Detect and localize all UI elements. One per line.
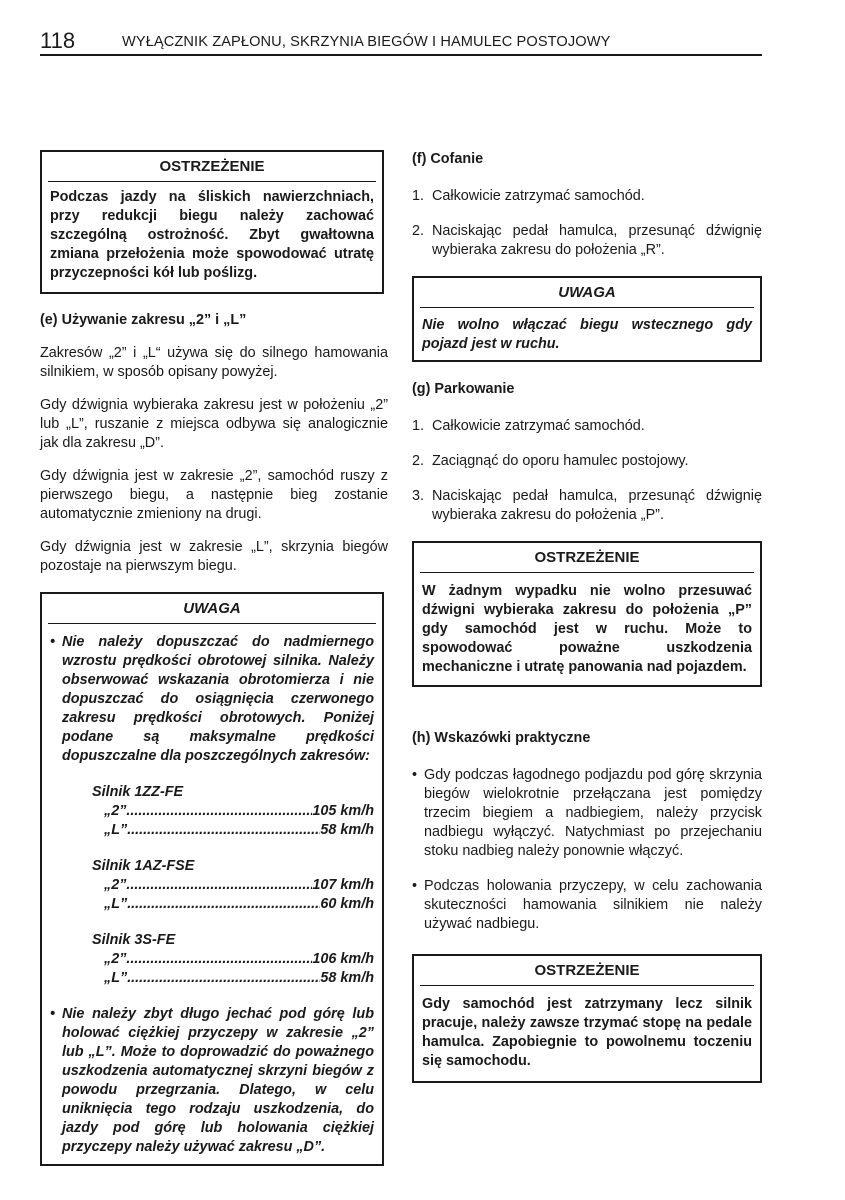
note-bullet: [50, 1005, 374, 1157]
tip-item: [412, 877, 762, 934]
paragraph: Gdy dźwignia wybieraka zakresu jest w położeniu „2” lub „L”, ruszanie z miejsca odbywa się analogicznie jak dla zakresu „D”.: [40, 397, 388, 451]
range-label: „L”: [104, 970, 128, 986]
engine-block: [92, 857, 374, 914]
warning-title: OSTRZEŻENIE: [420, 956, 754, 986]
step-item: [412, 417, 762, 436]
speed-value: 105 km/h: [312, 803, 374, 819]
paragraph: Zakresów „2” i „L“ używa się do silnego hamowania silnikiem, w sposób opisany powyżej.: [40, 345, 388, 380]
paragraph: Gdy dźwignia jest w zakresie „2”, samochód ruszy z pierwszego biegu, a następnie bieg zostanie automatycznie zmieniony na drugi.: [40, 468, 388, 522]
tip-text: Podczas holowania przyczepy, w celu zachowania skuteczności hamowania silnikiem nie należy używać nadbiegu.: [424, 878, 762, 932]
tip-item: [412, 766, 762, 861]
speed-value: 60 km/h: [320, 896, 374, 912]
note-bullet-text: Nie należy dopuszczać do nadmiernego wzrostu prędkości obrotowej silnika. Należy obserwować wskazania obrotomierza i nie dopuszczać do osiągnięcia czerwonego zakresu prędkości obrotowych. Poniżej podane są maksymalne prędkości dopuszczalne dla poszczególnych zakresów:: [62, 634, 374, 764]
running-title: WYŁĄCZNIK ZAPŁONU, SKRZYNIA BIEGÓW I HAMULEC POSTOJOWY: [122, 34, 611, 50]
step-text: Zaciągnąć do oporu hamulec postojowy.: [432, 453, 689, 469]
step-text: Naciskając pedał hamulca, przesunąć dźwignię wybieraka zakresu do położenia „P”.: [432, 488, 762, 523]
page-number: 118: [40, 28, 76, 53]
step-item: [412, 487, 762, 525]
speed-row: [104, 969, 374, 988]
warning-title: OSTRZEŻENIE: [420, 543, 754, 573]
step-text: Całkowicie zatrzymać samochód.: [432, 418, 645, 434]
step-item: [412, 187, 762, 206]
step-number: 1.: [412, 188, 425, 204]
note-text: Nie wolno włączać biegu wstecznego gdy pojazd jest w ruchu.: [422, 317, 752, 352]
bullet-icon: •: [50, 1006, 56, 1022]
speed-value: 106 km/h: [312, 951, 374, 967]
warning-box-slippery: [40, 150, 384, 294]
warning-box-parking: [412, 541, 762, 687]
section-heading-e: (e) Używanie zakresu „2” i „L”: [40, 312, 247, 328]
engine-block: [92, 931, 374, 988]
range-label: „2”: [104, 803, 127, 819]
warning-text: Gdy samochód jest zatrzymany lecz silnik pracuje, należy zawsze trzymać stopę na pedale hamulca. Zapobiegnie to powolnemu toczeniu się samochodu.: [422, 996, 752, 1069]
speed-value: 58 km/h: [320, 970, 374, 986]
speed-value: 58 km/h: [320, 822, 374, 838]
bullet-icon: •: [412, 878, 418, 894]
left-column: [40, 150, 388, 1166]
section-heading-h: (h) Wskazówki praktyczne: [412, 730, 591, 746]
tip-text: Gdy podczas łagodnego podjazdu pod górę skrzynia biegów wielokrotnie przełączana jest pomiędzy trzecim biegiem a nadbiegiem, należy przycisk nadbiegu wyłączyć. Natychmiast po przejechaniu stoku nadbieg należy ponownie włączyć.: [424, 767, 762, 859]
step-number: 3.: [412, 488, 425, 504]
range-label: „L”: [104, 896, 128, 912]
section-heading-g: (g) Parkowanie: [412, 381, 515, 397]
note-box-reverse: [412, 276, 762, 362]
note-body: [42, 624, 382, 1164]
engine-name: Silnik 1AZ-FSE: [92, 858, 195, 874]
speed-row: [104, 821, 374, 840]
note-title: UWAGA: [48, 594, 376, 624]
step-number: 1.: [412, 418, 425, 434]
note-bullet-text: Nie należy zbyt długo jechać pod górę lub holować ciężkiej przyczepy w zakresie „2” lub „L”. Może to doprowadzić do poważnego uszkodzenia automatycznej skrzyni biegów z powodu przegrzania. Dlatego, w celu uniknięcia tego rodzaju uszkodzenia, do jazdy pod górę lub holowania ciężkiej przyczepy należy używać zakresu „D”.: [62, 1006, 374, 1155]
warning-box-stopped: [412, 954, 762, 1083]
bullet-icon: •: [50, 634, 56, 650]
bullet-icon: •: [412, 767, 418, 783]
engine-block: [92, 783, 374, 840]
step-text: Naciskając pedał hamulca, przesunąć dźwignię wybieraka zakresu do położenia „R”.: [432, 223, 762, 258]
warning-text: W żadnym wypadku nie wolno przesuwać dźwigni wybieraka zakresu do położenia „P” gdy samochód jest w ruchu. Może to spowodować poważne uszkodzenia mechaniczne i utratę panowania nad pojazdem.: [422, 583, 752, 675]
range-label: „L”: [104, 822, 128, 838]
range-label: „2”: [104, 951, 127, 967]
engine-name: Silnik 1ZZ-FE: [92, 784, 184, 800]
speed-row: [104, 950, 374, 969]
range-label: „2”: [104, 877, 127, 893]
speed-row: [104, 802, 374, 821]
note-title: UWAGA: [420, 278, 754, 308]
page-header: [40, 28, 762, 56]
step-item: [412, 452, 762, 471]
step-number: 2.: [412, 223, 425, 239]
note-box-rpm: [40, 592, 384, 1166]
warning-title: OSTRZEŻENIE: [48, 152, 376, 182]
warning-text: Podczas jazdy na śliskich nawierzchniach, przy redukcji biegu należy zachować szczególną ostrożność. Zbyt gwałtowna zmiana przełożenia może spowodować utratę przyczepności kół lub poślizg.: [50, 189, 374, 281]
engine-name: Silnik 3S-FE: [92, 932, 176, 948]
step-text: Całkowicie zatrzymać samochód.: [432, 188, 645, 204]
step-number: 2.: [412, 453, 425, 469]
step-item: [412, 222, 762, 260]
section-heading-f: (f) Cofanie: [412, 151, 484, 167]
paragraph: Gdy dźwignia jest w zakresie „L”, skrzynia biegów pozostaje na pierwszym biegu.: [40, 539, 388, 574]
speed-row: [104, 895, 374, 914]
speed-row: [104, 876, 374, 895]
note-bullet: [50, 633, 374, 766]
speed-value: 107 km/h: [312, 877, 374, 893]
right-column: [412, 150, 762, 1083]
